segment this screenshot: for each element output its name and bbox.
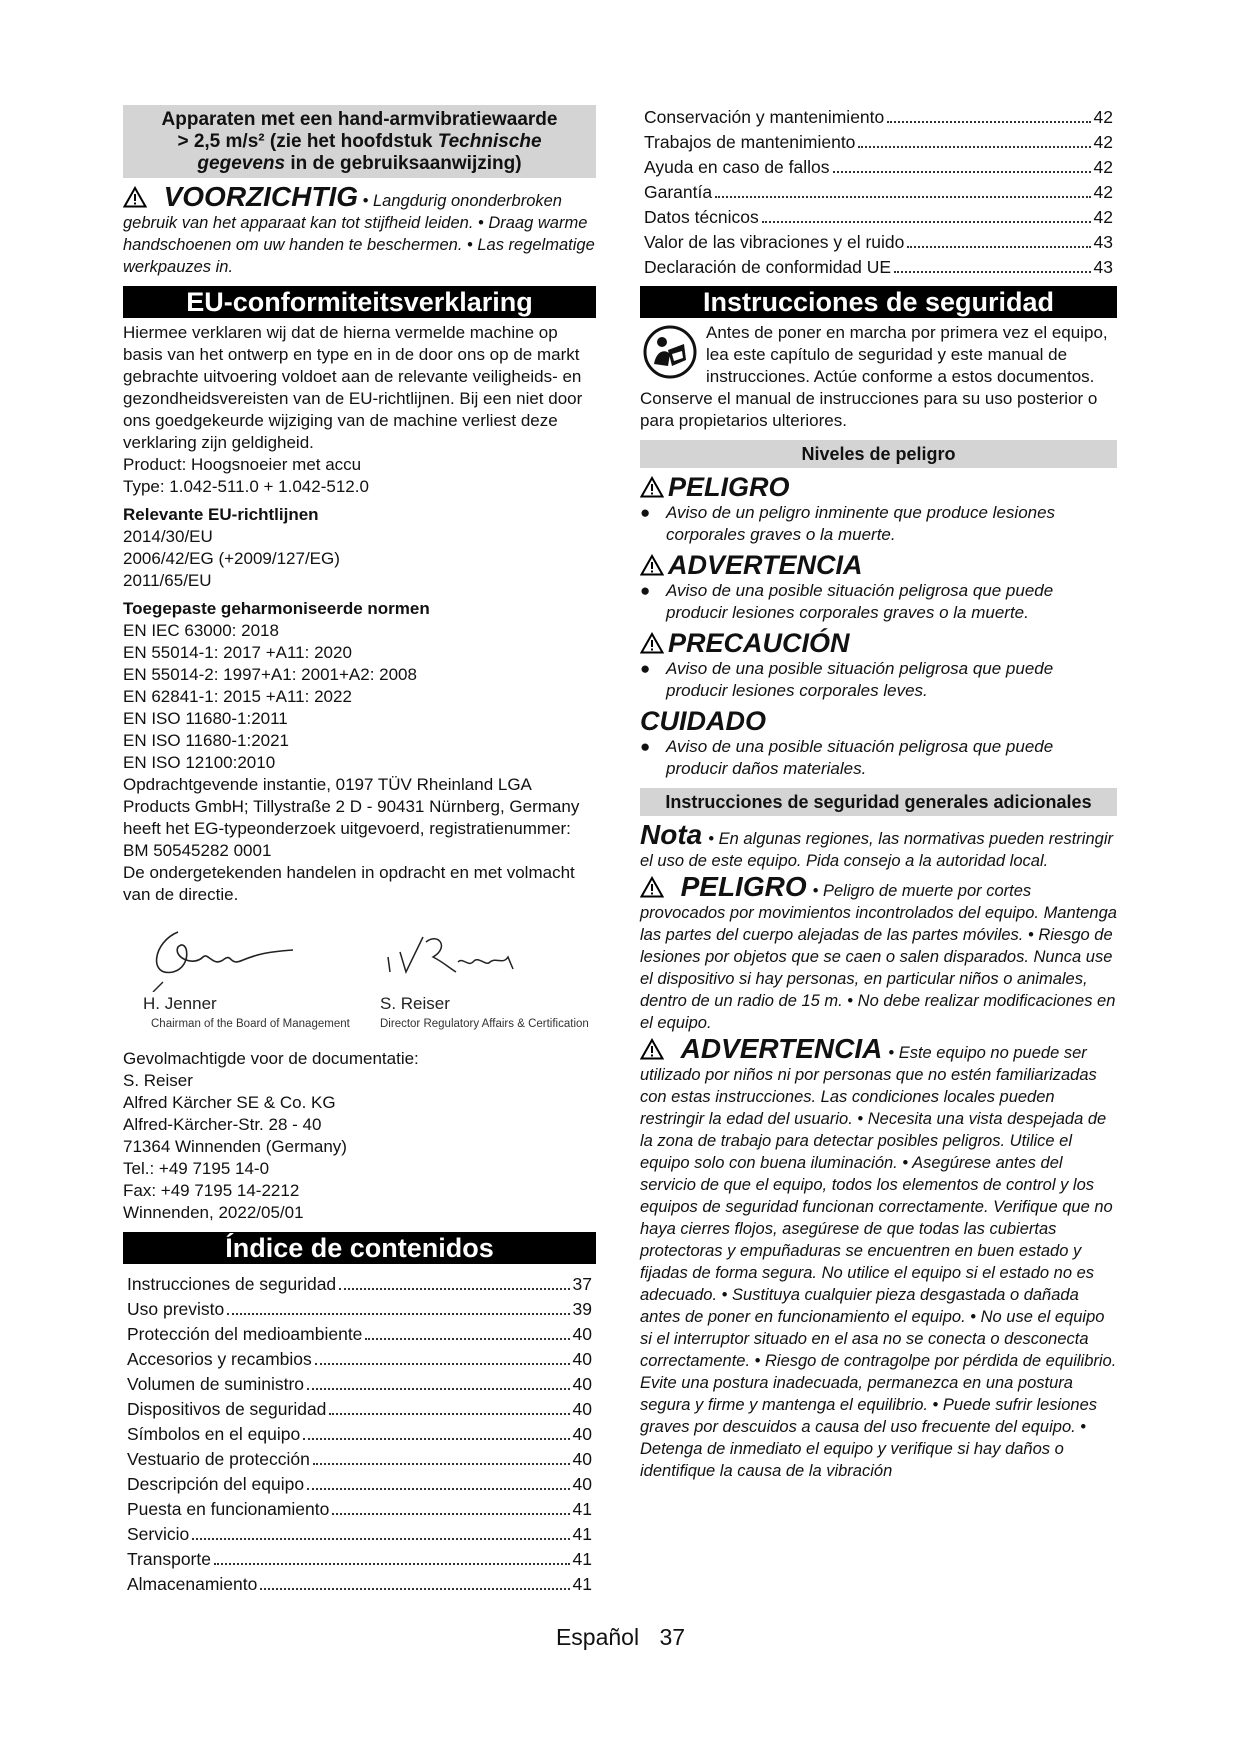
left-column (123, 105, 596, 1597)
levels-title: Niveles de peligro (640, 440, 1117, 468)
toc-entry[interactable]: Accesorios y recambios 40 (127, 1349, 592, 1369)
right-column (640, 105, 1117, 1482)
toc-list-continued (640, 105, 1117, 280)
product-line: Product: Hoogsnoeier met accu (123, 455, 362, 474)
contact-line: Alfred Kärcher SE & Co. KG (123, 1093, 336, 1112)
nota-paragraph: Nota • En algunas regiones, las normativas pueden restringir el uso de este equipo. Pida consejo a la autoridad local. (640, 819, 1113, 870)
norm-item: EN ISO 12100:2010 (123, 753, 276, 772)
general-safety-title: Instrucciones de seguridad generales adicionales (640, 788, 1117, 816)
read-manual-icon (642, 324, 698, 380)
danger-level-precaucion: PRECAUCIÓN ● Aviso de una posible situación peligrosa que puede producir lesiones corporales leves. (640, 628, 1054, 700)
warning-triangle-icon (640, 632, 664, 654)
safety-title: Instrucciones de seguridad (640, 286, 1117, 318)
documentation-contact (123, 1048, 596, 1224)
toc-entry[interactable]: Protección del medioambiente 40 (127, 1324, 592, 1344)
contact-line: Alfred-Kärcher-Str. 28 - 40 (123, 1115, 322, 1134)
peligro-paragraph: PELIGRO • Peligro de muerte por cortes provocados por movimientos incontrolados del equipo. Mantenga las partes del cuerpo alejadas de las partes móviles. • Riesgo de lesiones por objetos que se caen o salen disparados. Nunca use el dispositivo si hay personas, en particular niños o animales, dentro de un radio de 15 m. • No debe realizar modificaciones en el equipo. (640, 871, 1117, 1032)
norms-title: Toegepaste geharmoniseerde normen (123, 599, 430, 618)
norms-list (123, 620, 596, 774)
toc-entry[interactable]: Garantía 42 (644, 182, 1113, 202)
warning-triangle-icon (640, 876, 664, 898)
signature-block (123, 922, 596, 1042)
toc-entry[interactable]: Instrucciones de seguridad 37 (127, 1274, 592, 1294)
directives-list (123, 526, 596, 592)
vibration-header: Apparaten met een hand-armvibratiewaarde > 2,5 m/s² (zie het hoofdstuk Technische gegevens in de gebruiksaanwijzing) (123, 105, 596, 178)
type-line: Type: 1.042-511.0 + 1.042-512.0 (123, 477, 369, 496)
toc-entry[interactable]: Dispositivos de seguridad 40 (127, 1399, 592, 1419)
safety-intro: Antes de poner en marcha por primera vez el equipo, lea este capítulo de seguridad y este manual de instrucciones. Actúe conforme a estos documentos. Conserve el manual de instrucciones para su uso posterior o para propietarios ulteriores. (640, 323, 1108, 430)
norm-item: EN 55014-1: 2017 +A11: 2020 (123, 643, 352, 662)
toc-entry[interactable]: Uso previsto 39 (127, 1299, 592, 1319)
vibration-warning: VOORZICHTIG • Langdurig ononderbroken gebruik van het apparaat kan tot stijfheid leiden. • Draag warme handschoenen om uw handen te beschermen. • Las regelmatige werkpauzes in. (123, 181, 595, 276)
toc-entry[interactable]: Vestuario de protección 40 (127, 1449, 592, 1469)
toc-entry[interactable]: Volumen de suministro 40 (127, 1374, 592, 1394)
toc-entry[interactable]: Declaración de conformidad UE 43 (644, 257, 1113, 277)
norm-item: EN 55014-2: 1997+A1: 2001+A2: 2008 (123, 665, 417, 684)
toc-entry[interactable]: Transporte 41 (127, 1549, 592, 1569)
eu-declaration-text: Hiermee verklaren wij dat de hierna vermelde machine op basis van het ontwerp en type en in de door ons op de markt gebrachte uitvoering voldoet aan de relevante veiligheids- en gezondheidsvereisten van de EU-richtlijnen. Bij een niet door ons goedgekeurde wijziging van de machine verliest deze verklaring zijn geldigheid. (123, 323, 583, 452)
notified-body-text: Opdrachtgevende instantie, 0197 TÜV Rheinland LGA Products GmbH; Tillystraße 2 D - 90431 Nürnberg, Germany heeft het EG-typeonderzoek uitgevoerd, registratienummer: BM 50545282 0001 (123, 775, 580, 860)
toc-entry[interactable]: Valor de las vibraciones y el ruido 43 (644, 232, 1113, 252)
norm-item: EN ISO 11680-1:2011 (123, 709, 288, 728)
directives-title: Relevante EU-richtlijnen (123, 505, 319, 524)
footer-language: Español (555, 1624, 640, 1650)
page-number: 37 (659, 1624, 686, 1650)
directive-item: 2014/30/EU (123, 527, 213, 546)
danger-level-advertencia: ADVERTENCIA ● Aviso de una posible situación peligrosa que puede producir lesiones corporales graves o la muerte. (640, 550, 1054, 622)
toc-entry[interactable]: Símbolos en el equipo 40 (127, 1424, 592, 1444)
warning-triangle-icon (640, 1038, 664, 1060)
toc-list (123, 1272, 596, 1597)
danger-level-cuidado: CUIDADO ● Aviso de una posible situación peligrosa que puede producir daños materiales. (640, 706, 1054, 778)
signature-jenner (133, 922, 313, 992)
directive-item: 2011/65/EU (123, 571, 212, 590)
toc-entry[interactable]: Conservación y mantenimiento 42 (644, 107, 1113, 127)
toc-entry[interactable]: Servicio 41 (127, 1524, 592, 1544)
contact-line: 71364 Winnenden (Germany) (123, 1137, 347, 1156)
advertencia-paragraph: ADVERTENCIA • Este equipo no puede ser utilizado por niños ni por personas que no estén familiarizadas con estas instrucciones. Las condiciones locales pueden restringir la edad del usuario. • Necesita una vista despejada de la zona de trabajo para detectar posibles peligros. Utilice el equipo solo con buena iluminación. • Asegúrese antes del servicio de que el equipo, todos los elementos de control y los equipos de seguridad funcionan correctamente. Verifique que no haya cierres flojos, asegúrese de que todas las cubiertas protectoras y empuñaduras se encuentren en buen estado y fijadas de forma segura. No utilice el equipo si el estado no es adecuado. • Sustituya cualquier pieza desgastada o dañada antes de poner en funcionamiento el equipo. • No use el equipo si el interruptor situado en el asa no se conecta o desconecta correctamente. • Riesgo de contragolpe por pérdida de equilibrio. Evite una postura inadecuada, permanezca en una postura segura y firme y mantenga el equilibrio. • Puede sufrir lesiones graves por descuidos a causa del uso frecuente del equipo. • Detenga de inmediato el equipo y verifique si hay daños o identifique la causa de la vibración (640, 1033, 1117, 1480)
danger-level-peligro: PELIGRO ● Aviso de un peligro inminente que produce lesiones corporales graves o la muerte. (640, 472, 1056, 544)
signers-text: De ondergetekenden handelen in opdracht en met volmacht van de directie. (123, 863, 575, 904)
page-footer (0, 1624, 1241, 1651)
warning-triangle-icon (640, 476, 664, 498)
contact-line: Gevolmachtigde voor de documentatie: (123, 1049, 419, 1068)
toc-entry[interactable]: Almacenamiento 41 (127, 1574, 592, 1594)
norm-item: EN IEC 63000: 2018 (123, 621, 279, 640)
contact-line: S. Reiser (123, 1071, 193, 1090)
toc-entry[interactable]: Datos técnicos 42 (644, 207, 1113, 227)
eu-declaration-title: EU-conformiteitsverklaring (123, 286, 596, 318)
warning-triangle-icon (123, 186, 147, 208)
toc-title: Índice de contenidos (123, 1232, 596, 1264)
norm-item: EN 62841-1: 2015 +A11: 2022 (123, 687, 352, 706)
toc-entry[interactable]: Descripción del equipo 40 (127, 1474, 592, 1494)
directive-item: 2006/42/EG (+2009/127/EG) (123, 549, 340, 568)
toc-entry[interactable]: Trabajos de mantenimiento 42 (644, 132, 1113, 152)
toc-entry[interactable]: Ayuda en caso de fallos 42 (644, 157, 1113, 177)
signer1-name: H. Jenner (143, 994, 217, 1013)
norm-item: EN ISO 11680-1:2021 (123, 731, 290, 750)
signer1-role: Chairman of the Board of Management (151, 1018, 350, 1030)
contact-line: Fax: +49 7195 14-2212 (123, 1181, 300, 1200)
contact-line: Tel.: +49 7195 14-0 (123, 1159, 270, 1178)
toc-entry[interactable]: Puesta en funcionamiento 41 (127, 1499, 592, 1519)
contact-line: Winnenden, 2022/05/01 (123, 1203, 304, 1222)
signer2-name: S. Reiser (380, 994, 450, 1013)
warning-triangle-icon (640, 554, 664, 576)
signer2-role: Director Regulatory Affairs & Certification (380, 1018, 589, 1030)
signature-reiser (378, 927, 558, 987)
